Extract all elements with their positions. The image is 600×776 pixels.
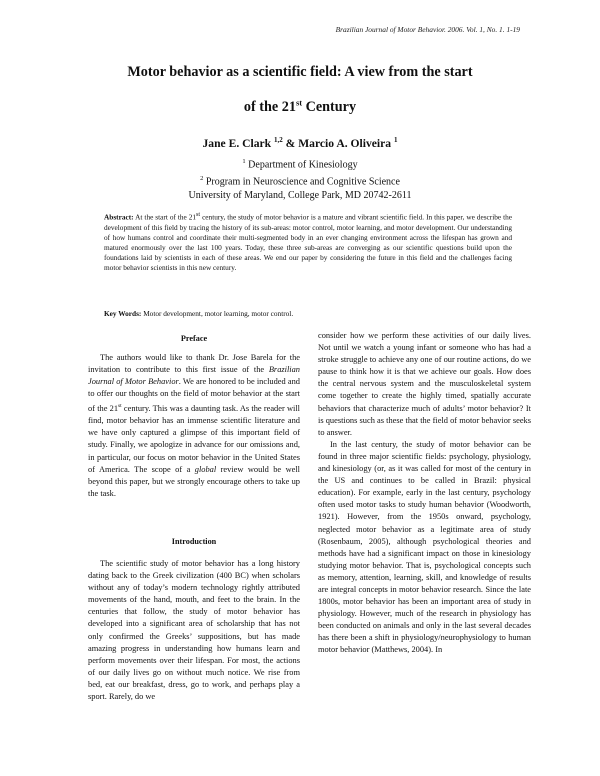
title-line-1: Motor behavior as a scientific field: A view from the start [127, 64, 473, 80]
university: University of Maryland, College Park, MD 20742-2611 [188, 189, 412, 201]
keywords [104, 309, 512, 319]
right-paragraph-1: consider how we perform these activities of our daily lives. Not until we watch a young infant or someone who has had a stroke struggle to achieve any one of our routine actions, do we pause to think how it is that we achieve our goals. How does the central nervous system and the musculoskeletal system come together to create the highly timed, spatially accurate behaviors that characterize much of adults’ motor behavior? It is questions such as these that the field of motor behavior seeks to answer. [318, 331, 531, 437]
introduction-body [88, 558, 300, 703]
preface-heading: Preface [180, 334, 208, 343]
paper-title [100, 57, 500, 122]
author-1-affil: 1,2 [274, 136, 283, 144]
journal-citation: Brazilian Journal of Motor Behavior. 2006. Vol. 1, No. 1. 1-19 [335, 25, 520, 34]
right-column [318, 330, 531, 657]
introduction-paragraph: The scientific study of motor behavior has a long history dating back to the Greek civilization (400 BC) when scholars without any of today’s modern technology rightly attributed movements of the hand, mouth, and feet to the brain. In the centuries that follow, the study of motor behavior has developed into a significant area of scholarship that has not only confirmed the Greeks’ suppositions, but has made amazing progress in understanding how humans learn and perform movements over their lifespan. For most, the actions of our daily lives go on without much notice. We rise from bed, eat our breakfast, dress, go to work, and perhaps play a sport. Rarely, do we [88, 559, 300, 702]
author-1: Jane E. Clark [202, 136, 272, 150]
right-paragraph-2: In the last century, the study of motor behavior can be found in three major scientific fields: psychology, physiology, and kinesiology (or, as it was called for most of the century in the US and continues to be called in Brazil: physical education). For example, early in the last century, psychology often used motor tasks to study human behavior (Woodworth, 1921). However, from the 1950s onward, psychology, neglected motor behavior as a legitimate area of study (Rosenbaum, 2005), although psychological theories and methods have had a significant impact on those in kinesiology studying motor behavior. That is, psychological concepts such as memory, attention, learning, skill, and knowledge of results are integral concepts in motor behavior research. Since the late 1800s, motor behavior has been an important area of study in physiology. However, much of the research in physiology has been conducted on animals and only in the last several decades has there been a shift in physiology/neurophysiology to human motor behavior (Matthews, 2004). In [318, 439, 531, 655]
introduction-heading: Introduction [171, 537, 217, 546]
affiliations [100, 155, 500, 202]
abstract-text: century, the study of motor behavior is a mature and vibrant scientific field. In this paper, we describe the development of this field by tracing the history of its sub-areas: motor control, motor learning, and motor development. Our understanding of how humans control and coordinate their multi-segmented body in an ever changing environment across the lifespan has grown and matured enormously over the last 100 years. Today, these three sub-areas are converging as our scientific questions build upon the foundations laid by scientists in each of these areas. We end our paper by considering the future in this field and the challenges facing motor behavior scientists in this new century. [104, 212, 512, 273]
author-2: Marcio A. Oliveira [298, 136, 392, 150]
preface-paragraph: The authors would like to thank Dr. Jose Barela for the invitation to contribute to this first issue of the Brazilian Journal of Motor Behavior. We are honored to be included and to offer our thoughts on the field of motor behavior at the start of the 21st century. This was a daunting task. As the reader will find, motor behavior has an immense scientific literature and we have only captured a glimpse of this important field of study. Finally, we apologize in advance for our omissions and, in particular, our focus on motor behavior in the United States of America. The scope of a global review would be well beyond this paper, but we strongly encourage others to take up the task. [88, 353, 300, 498]
journal-name: Brazilian Journal of Motor Behavior [88, 365, 300, 387]
preface-body [88, 352, 300, 500]
affiliation-2: $^2$ Program in Neuroscience and Cognitive Science [200, 174, 400, 188]
keywords-text: Motor development, motor learning, motor control. [141, 309, 294, 318]
keywords-label: Key Words: [104, 309, 142, 318]
author-2-affil: 1 [393, 136, 398, 144]
title-line-2: of the 21st Century [243, 97, 357, 115]
affiliation-1: $^1$ Department of Kinesiology [242, 158, 358, 171]
abstract: Abstract: At the start of the 21st century, the study of motor behavior is a mature and vibrant scientific field. In this paper, we describe the development of this field by tracing the history of its sub-areas: motor control, motor learning, and motor development. Our understanding of how humans control and coordinate their multi-segmented body in an ever changing environment across the lifespan has grown and matured enormously over the last 100 years. Today, these three sub-areas are converging as our scientific questions build upon the foundations laid by scientists in each of these areas. We end our paper by considering the future in this field and the challenges facing motor behavior scientists in this new century. [104, 212, 512, 273]
author-list: Jane E. Clark $^{1,2}$ & Marcio A. Oliveira $^1$ [202, 136, 398, 150]
abstract-label: Abstract: [104, 212, 134, 222]
